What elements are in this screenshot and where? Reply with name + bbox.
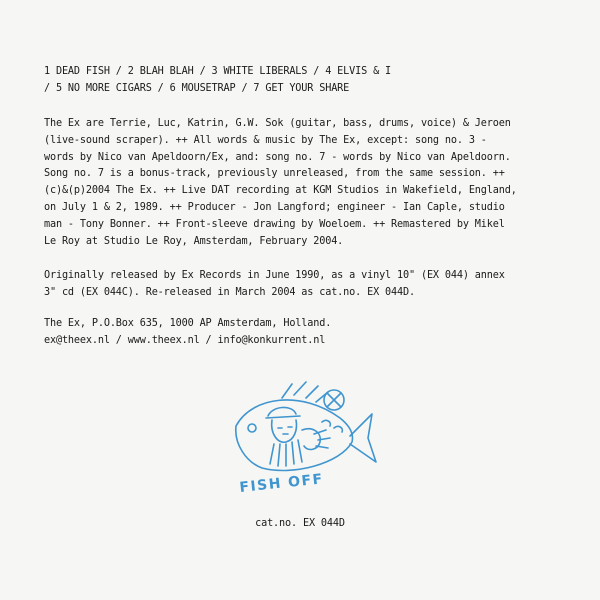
web-contacts-line: ex@theex.nl / www.theex.nl / info@konkurrent.nl [44, 334, 326, 346]
credits-line: Song no. 7 is a bonus-track, previously unreleased, from the same session. ++ [44, 168, 505, 180]
tracklist [44, 64, 564, 98]
credits-line: (c)&(p)2004 The Ex. ++ Live DAT recording at KGM Studios in Wakefield, England, [44, 185, 517, 197]
credits-line: (live-sound scraper). ++ All words & music by The Ex, except: song no. 3 - [44, 134, 487, 146]
catalog-number: cat.no. EX 044D [255, 518, 345, 529]
credits-line: Le Roy at Studio Le Roy, Amsterdam, February 2004. [44, 235, 344, 247]
contact-info [44, 316, 564, 350]
logo-text: FISH OFF [238, 471, 325, 496]
release-line: Originally released by Ex Records in June 1990, as a vinyl 10" (EX 044) annex [44, 270, 505, 281]
address-line: The Ex, P.O.Box 635, 1000 AP Amsterdam, Holland. [44, 318, 332, 329]
release-line: 3" cd (EX 044C). Re-released in March 2004 as cat.no. EX 044D. [44, 286, 415, 298]
credits-line: words by Nico van Apeldoorn/Ex, and: song no. 7 - words by Nico van Apeldoorn. [44, 151, 511, 163]
release-history [44, 268, 564, 302]
fish-off-logo [222, 378, 382, 508]
credits-line: The Ex are Terrie, Luc, Katrin, G.W. Sok (guitar, bass, drums, voice) & Jeroen [44, 118, 511, 129]
credits-paragraph [44, 116, 564, 250]
credits-line: on July 1 & 2, 1989. ++ Producer - Jon Langford; engineer - Ian Caple, studio [44, 201, 505, 213]
tracklist-line: 1 DEAD FISH / 2 BLAH BLAH / 3 WHITE LIBERALS / 4 ELVIS & I [44, 66, 392, 77]
tracklist-line: / 5 NO MORE CIGARS / 6 MOUSETRAP / 7 GET YOUR SHARE [44, 82, 350, 94]
credits-line: man - Tony Bonner. ++ Front-sleeve drawing by Woeloem. ++ Remastered by Mikel [44, 218, 505, 230]
